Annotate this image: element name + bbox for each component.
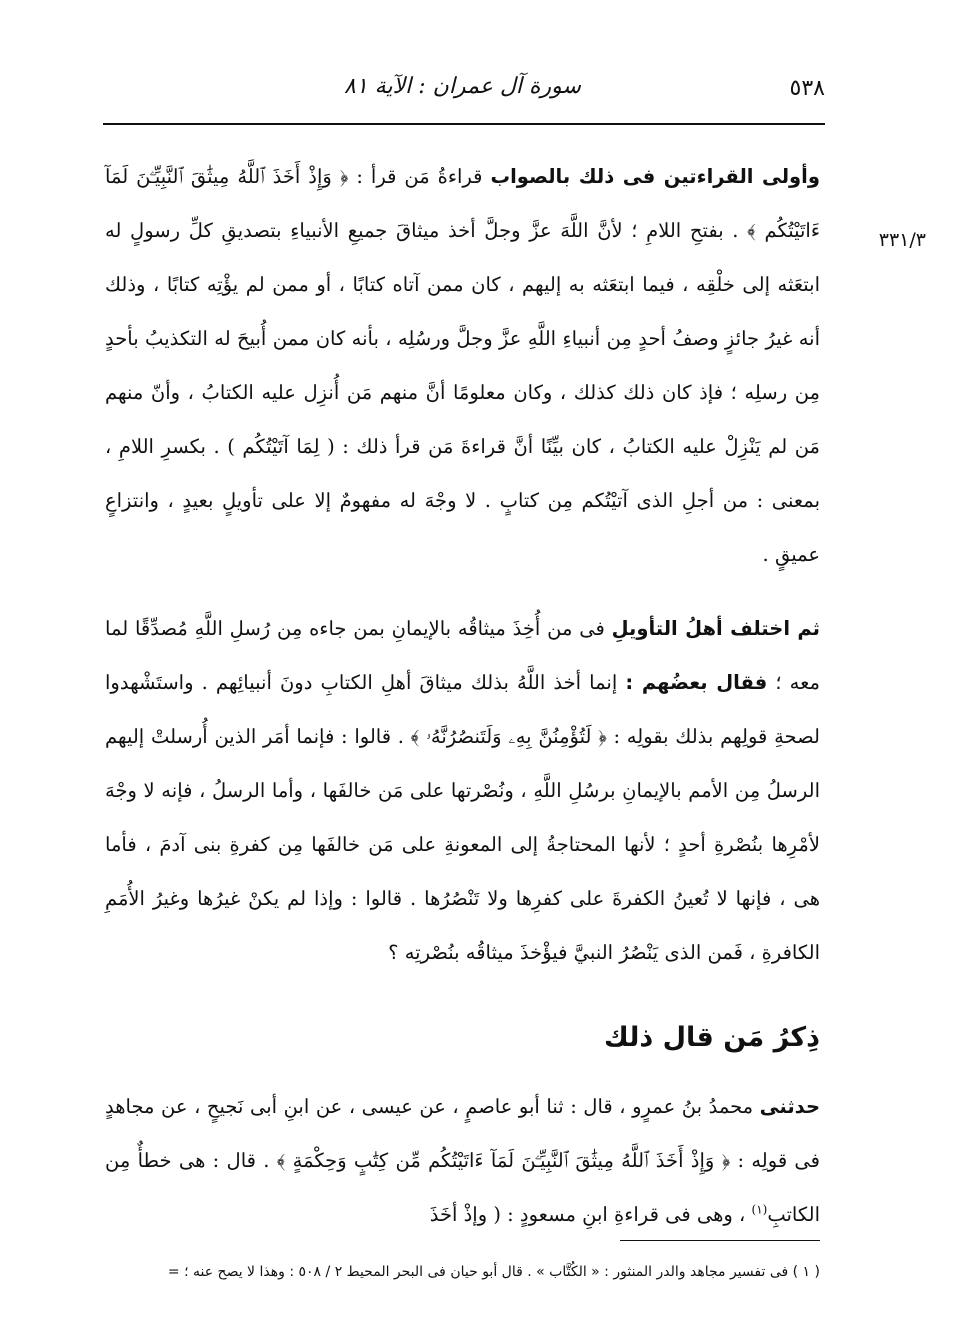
paragraph-text: فى من أُخِذَ ميثاقُه بالإيمانِ بمن جاءه مِن رُسلِ اللَّهِ مُصدِّقًا لما معه ؛ [105,617,820,694]
paragraph-preferred-reading [105,150,820,582]
margin-volume-reference: ٣٣١/٣ [878,229,926,251]
paragraph-sublead: فقال بعضُهم : [625,671,768,694]
paragraph-disagreement [105,602,820,980]
paragraph-lead: وأولى القراءتين فى ذلك بالصواب [490,165,820,188]
footnote-divider [620,1240,820,1241]
section-heading: ذِكرُ مَن قال ذلك [604,1022,820,1053]
header-divider [103,123,825,125]
narration-text: محمدُ بنُ عمرٍو ، قال : ثنا أبو عاصمٍ ، عن عيسى ، عن ابنِ أبى نَجيحٍ ، عن مجاهدٍ فى قولِه : ﴿ وَإِذْ أَخَذَ ٱللَّهُ مِيثَٰقَ ٱلنَّبِيِّـۧنَ لَمَآ ءَاتَيْتُكُم مِّن كِتَٰبٍ وَحِكْمَةٍ ﴾ . قال : هى خطأٌ مِن الكاتبِ [105,1095,820,1226]
paragraph-text: إنما أخذ اللَّهُ بذلك ميثاقَ أهلِ الكتابِ دونَ أنبيائِهم . واستَشْهدوا لصحةِ قولِهم بذلك بقولِه : ﴿ لَتُؤْمِنُنَّ بِهِۦ وَلَتَنصُرُنَّهُۥ ﴾ . قالوا : فإنما أمَر الذين أُرسلتْ إليهم الرسلُ مِن الأمم بالإيمانِ برسُلِ اللَّهِ ، ونُصْرتها على مَن خالفَها ، وأما الرسلُ ، فإنه لا وجْهَ لأمْرِها بنُصْرةِ أحدٍ ؛ لأنها المحتاجةُ إلى المعونةِ على مَن خالفَها مِن كفرةِ بنى آدمَ ، فأما هى ، فإنها لا تُعينُ الكفرةَ على كفرِها ولا تَنْصُرُها . قالوا : وإذا لم يكنْ غيرُها وغيرُ الأُمَمِ الكافرةِ ، فَمن الذى يَنْصُرُ النبيَّ فيؤْخذَ ميثاقُه بنُصْرتِه ؟ [105,671,820,964]
narration-text-continued: ، وهى فى قراءةِ ابنِ مسعودٍ : ( وإذْ أخَذَ [429,1203,752,1226]
running-title: سورة آل عمران : الآية ٨١ [344,74,581,99]
paragraph-text: قراءةُ مَن قرأ : ﴿ وَإِذْ أَخَذَ ٱللَّهُ مِيثَٰقَ ٱلنَّبِيِّـۧنَ لَمَآ ءَاتَيْتُكُم ﴾ . بفتحِ اللامِ ؛ لأنَّ اللَّهَ عزَّ وجلَّ أخذ ميثاقَ جميعِ الأنبياءِ بتصديقِ كلِّ رسولٍ له ابتعَثه إلى خلْقِه ، فيما ابتعَثه به إليهم ، كان ممن آتاه كتابًا ، أو ممن لم يؤْتِه كتابًا ، وذلك أنه غيرُ جائزٍ وصفُ أحدٍ مِن أنبياءِ اللَّهِ عزَّ وجلَّ ورسُلِه ، بأنه كان ممن أُبيحَ له التكذيبُ بأحدٍ مِن رسلِه ؛ فإذ كان ذلك كذلك ، وكان معلومًا أنَّ منهم مَن أُنزِل عليه الكتابُ ، وأنّ منهم مَن لم يَنْزِلْ عليه الكتابُ ، كان بيِّنًا أنَّ قراءةَ مَن قرأ ذلك : ( لِمَا آتَيْتُكُم ) . بكسرِ اللامِ ، بمعنى : من أجلِ الذى آتيْتُكم مِن كتابٍ . لا وجْهَ له مفهومٌ إلا على تأويلٍ بعيدٍ ، وانتزاعٍ عميقٍ . [105,165,820,566]
paragraph-narration [105,1080,820,1242]
footnote: ( ١ ) فى تفسير مجاهد والدر المنثور : « الكُتَّاب » . قال أبو حيان فى البحر المحيط ٢ / ٥٠٨ : وهذا لا يصح عنه ؛ = [167,1264,820,1280]
page-number: ٥٣٨ [789,76,825,101]
page-header [100,72,825,112]
narration-lead: حدثنى [759,1095,820,1118]
paragraph-lead: ثم اختلف أهلُ التأويلِ [611,617,821,640]
main-text [105,150,820,1242]
footnote-marker[interactable]: (١) [751,1202,768,1217]
